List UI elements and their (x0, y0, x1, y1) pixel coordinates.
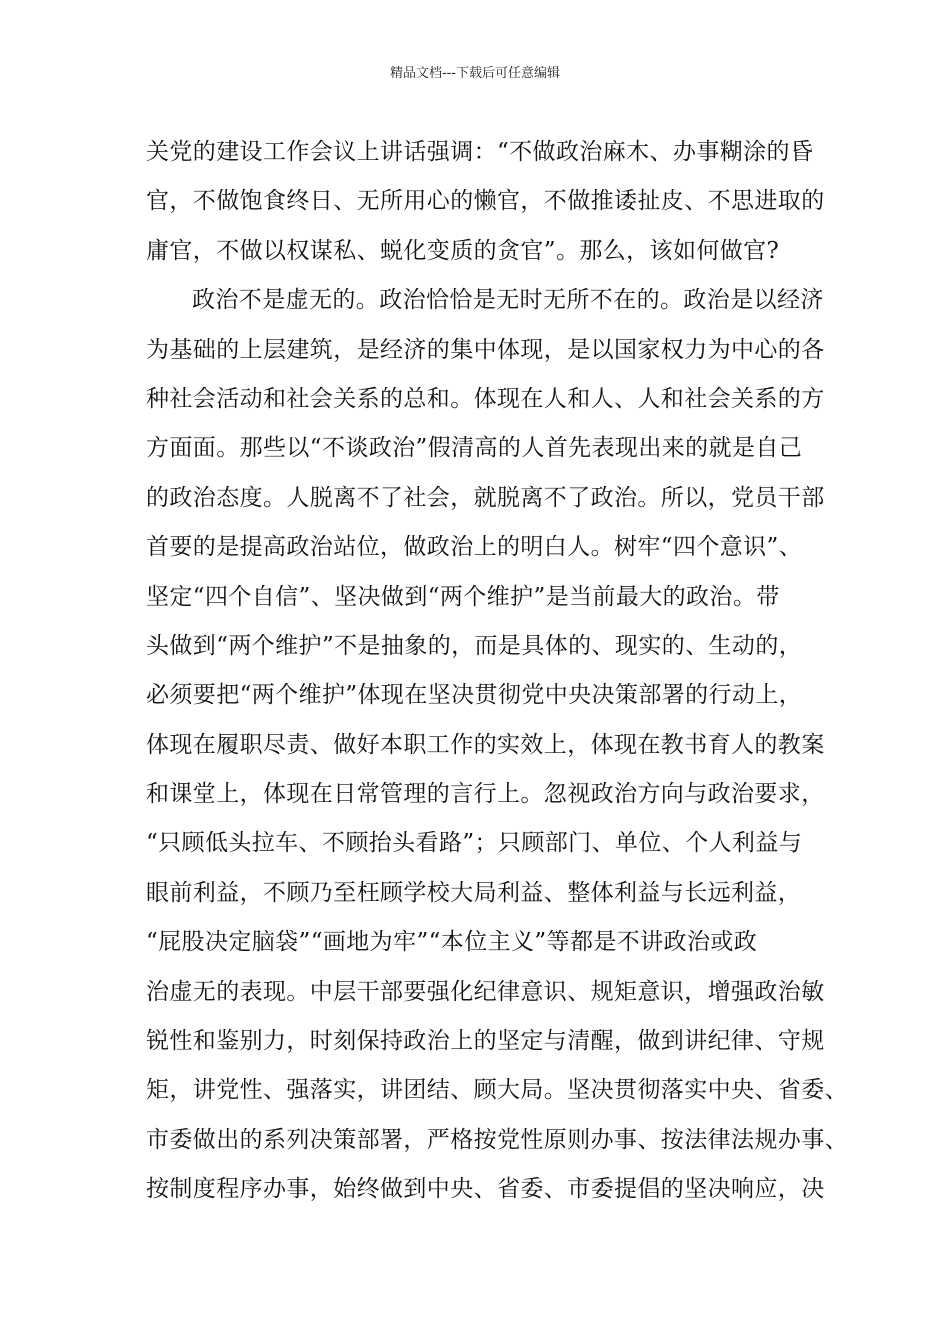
text-line: 头做到“两个维护”不是抽象的，而是具体的、现实的、生动的， (146, 632, 803, 659)
text-line: 和课堂上，体现在日常管理的言行上。忽视政治方向与政治要求， (146, 781, 825, 808)
text-line: 种社会活动和社会关系的总和。体现在人和人、人和社会关系的方 (146, 385, 825, 412)
text-line: 锐性和鉴别力，时刻保持政治上的坚定与清醒，做到讲纪律、守规 (146, 1028, 825, 1055)
text-line: 关党的建设工作会议上讲话强调：“不做政治麻木、办事糊涂的昏 (146, 139, 814, 165)
text-line: “只顾低头拉车、不顾抬头看路”；只顾部门、单位、个人利益与 (146, 830, 803, 857)
text-line: 的政治态度。人脱离不了社会，就脱离不了政治。所以，党员干部 (146, 484, 825, 511)
text-line: 必须要把“两个维护”体现在坚决贯彻党中央决策部署的行动上， (146, 682, 803, 709)
text-line: 眼前利益，不顾乃至枉顾学校大局利益、整体利益与长远利益， (146, 879, 802, 906)
document-body (146, 128, 848, 1215)
text-line: 市委做出的系列决策部署，严格按党性原则办事、按法律法规办事、 (146, 1126, 848, 1153)
text-line: 为基础的上层建筑，是经济的集中体现，是以国家权力为中心的各 (146, 336, 825, 363)
page-header: 精品文档---下载后可任意编辑 (389, 66, 561, 81)
text-line: 矩，讲党性、强落实，讲团结、顾大局。坚决贯彻落实中央、省委、 (146, 1077, 848, 1104)
text-line: 按制度程序办事，始终做到中央、省委、市委提倡的坚决响应，决 (146, 1176, 825, 1203)
text-line: 官，不做饱食终日、无所用心的懒官，不做推诿扯皮、不思进取的 (146, 188, 825, 215)
text-line: 治虚无的表现。中层干部要强化纪律意识、规矩意识，增强政治敏 (146, 978, 825, 1005)
text-line: “屁股决定脑袋”“画地为牢”“本位主义”等都是不讲政治或政 (146, 929, 758, 956)
text-line: 体现在履职尽责、做好本职工作的实效上，体现在教书育人的教案 (146, 731, 825, 758)
text-line: 方面面。那些以“不谈政治”假清高的人首先表现出来的就是自己 (146, 435, 803, 462)
text-line: 庸官，不做以权谋私、蜕化变质的贪官”。那么，该如何做官? (146, 237, 780, 264)
text-line: 坚定“四个自信”、坚决做到“两个维护”是当前最大的政治。带 (146, 583, 780, 610)
text-line: 首要的是提高政治站位，做政治上的明白人。树牢“四个意识”、 (146, 534, 803, 561)
paragraph-start-line: 政治不是虚无的。政治恰恰是无时无所不在的。政治是以经济 (192, 287, 824, 314)
